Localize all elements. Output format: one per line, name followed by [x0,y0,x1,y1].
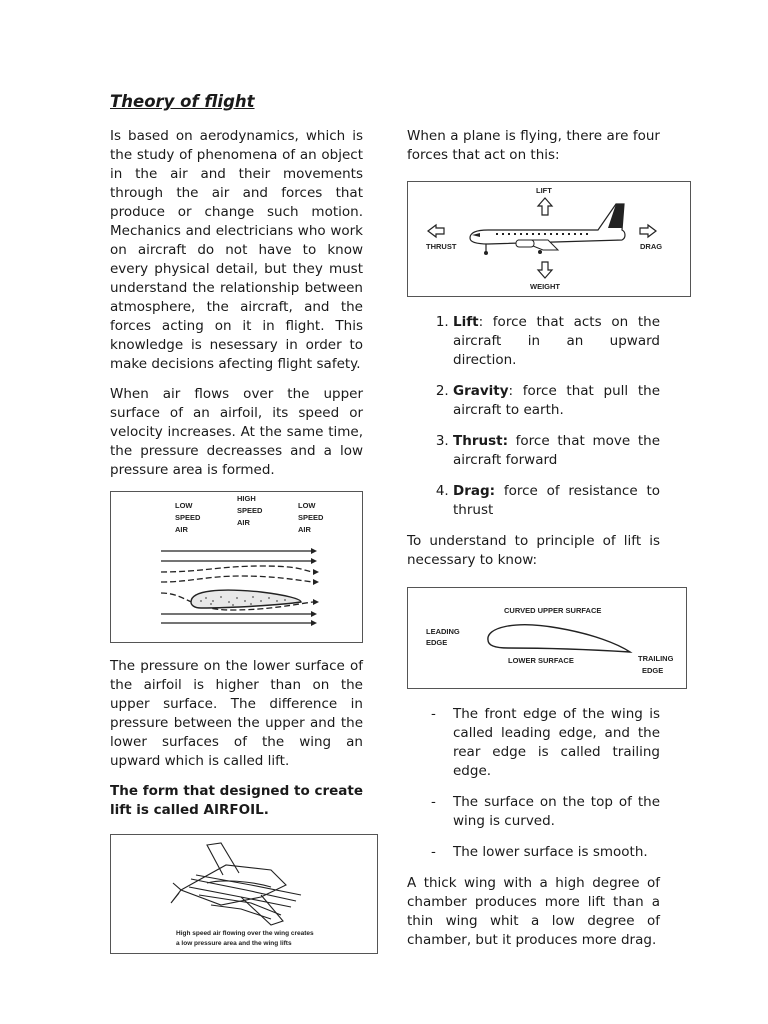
airflow-streamlines [161,551,313,623]
airfoil-facts-list [407,705,660,862]
force-drag [453,482,660,520]
force-lift [453,313,660,370]
drag-label: DRAG [640,242,663,251]
low-speed-left-1: LOW [175,501,193,510]
force-text: : force that pull the aircraft to earth. [453,383,660,418]
list-item: - The front edge of the wing is called leading edge, and the rear edge is called trailing edge. [431,705,660,781]
force-text: : force that acts on the aircraft in an upward direction. [453,314,660,368]
four-forces-figure [407,181,691,297]
weight-arrow-icon [538,262,552,278]
high-speed-1: HIGH [237,494,256,503]
force-text: force that move the aircraft forward [453,433,660,468]
force-term: Thrust: [453,433,508,449]
force-term: Lift [453,314,479,330]
forces-list [407,313,660,520]
list-item: - The surface on the top of the wing is curved. [431,793,660,831]
airfoil-parts-figure [407,587,687,689]
page-title: Theory of flight [110,92,255,111]
low-speed-right-2: SPEED [298,513,324,522]
thick-wing-paragraph: A thick wing with a high degree of chamber produces more lift than a thin wing whit a low degree of chamber, but it produces more drag. [407,875,660,948]
drag-arrow-icon [640,225,656,237]
wing-caption-2: a low pressure area and the wing lifts [176,940,292,947]
trailing-edge-label-2: EDGE [642,666,664,675]
force-thrust [453,432,660,470]
force-text: force of resistance to thrust [453,483,660,518]
force-gravity [453,382,660,420]
thrust-arrow-icon [428,225,444,237]
pressure-paragraph: The pressure on the lower surface of the airfoil is higher than on the upper surface. The difference in pressure between the upper and the lower surfaces of the wing an upward which is called lift. [110,658,363,769]
low-speed-left-2: SPEED [175,513,201,522]
weight-label: WEIGHT [530,282,560,291]
lift-label: LIFT [536,186,552,195]
left-column [110,127,363,954]
low-speed-left-3: AIR [175,525,188,534]
high-speed-2: SPEED [237,506,263,515]
wing-caption-1: High speed air flowing over the wing creates [176,930,314,937]
airflow-arrowheads [311,548,319,626]
leading-edge-label-2: EDGE [426,638,448,647]
low-speed-right-3: AIR [298,525,311,534]
leading-edge-label-1: LEADING [426,627,460,636]
airfoil-shape [191,590,301,608]
force-term: Drag: [453,483,496,499]
forces-intro: When a plane is flying, there are four forces that act on this: [407,128,660,163]
lift-principle-intro: To understand to principle of lift is necessary to know: [407,533,660,568]
low-speed-right-1: LOW [298,501,316,510]
list-item: - The lower surface is smooth. [431,843,660,862]
airfoil-outline [488,625,630,652]
airfoil-definition: The form that designed to create lift is called AIRFOIL. [110,783,363,818]
airplane-sketch [171,843,301,925]
high-speed-3: AIR [237,518,250,527]
wing-lift-figure [110,834,378,954]
airflow-figure [110,491,363,643]
lower-surface-label: LOWER SURFACE [508,656,574,665]
curved-surface-label: CURVED UPPER SURFACE [504,606,602,615]
trailing-edge-label-1: TRAILING [638,654,674,663]
thrust-label: THRUST [426,242,457,251]
intro-paragraph: Is based on aerodynamics, which is the study of phenomena of an object in the air and their movements through the air and forces that produce or change such motion. Mechanics and electricians who work on aircraft do not have to know every physical detail, but they must understand the relationship between atmosphere, the aircraft, and the forces acting on it in flight. This knowledge is nesessary in order to make decisions afecting flight safety. [110,128,363,372]
force-term: Gravity [453,383,509,399]
lift-arrow-icon [538,198,552,215]
right-column [407,127,674,961]
airflow-paragraph: When air flows over the upper surface of an airfoil, its speed or velocity increases. At the same time, the pressure decreasses and a low pressure area is formed. [110,386,363,478]
